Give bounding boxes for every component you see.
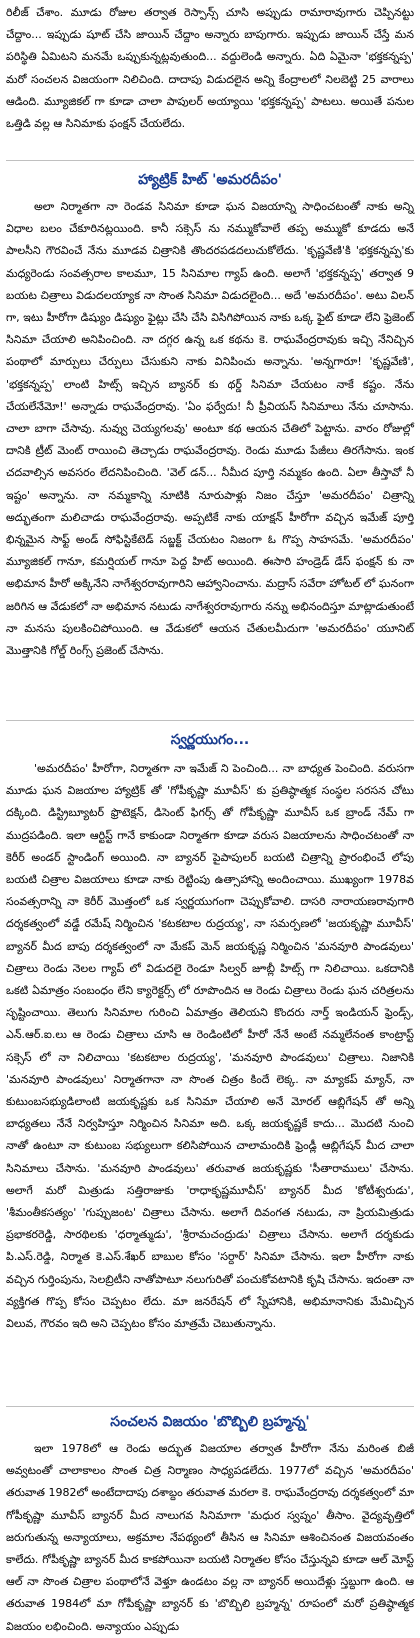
section-swarnayugam (0, 758, 420, 1335)
article-paragraph: రిలీజ్ చేశాం. మూడు రోజుల తర్వాత రెస్పాన్స్ చూసి అప్పుడు రామారావుగారు చెప్పినట్టు చేద్దాం... ఇప్పుడు షూట్ చేసి జాయిన్ చేద్దాం అన్నారు బాపుగారు. ఇప్పుడు జాయిన్ చేస్తే మన పరిస్థితి ఏమిటని మనమే ఒప్పుకున్నట్లవుతుంది... వద్దులెండి అన్నారు. ఏది ఏమైనా 'భక్తకన్నప్ప' మరో సంచలన విజయంగా నిలిచింది. దాదాపు విడుదలైన అన్ని కేంద్రాలలో నిలబెట్టి 25 వారాలు ఆడింది. మ్యూజికల్ గా కూడా చాలా పాపులర్ అయ్యాయి 'భక్తకన్నప్ప' పాటలు. అయితే పనుల ఒత్తిడి వల్ల ఆ సినిమాకు ఫంక్షన్ చేయలేదు. (6, 6, 414, 131)
article-paragraph: 'అమరదీపం' హీరోగా, నిర్మాతగా నా ఇమేజ్ ని పెంచింది... నా బాధ్యత పెంచింది. వరుసగా మూడు ఘన విజయాల హ్యాట్రిక్ తో 'గోపీకృష్ణా మూవీస్' కు ప్రతిష్ఠాత్మక సంస్థల సరసన చోటు దక్కింది. డిస్ట్రిబ్యూటర్ ఫ్రొటెక్షన్, డిసెంట్ ఫిగర్స్ తో గోపీకృష్ణా మూవీస్ ఒక బ్రాండ్ నేమ్ గా ముద్రపడింది. ఇలా ఆర్టిస్ట్ గానే కాకుండా నిర్మాతగా కూడా వరుస విజయాలను సాధించటంతో నా కెరీర్ అండర్ స్టాండింగ్ అయింది. నా బ్యానర్ పైపాపులర్ బయటి చిత్రాన్ని ప్రారంభించే లోపు బయటి చిత్రాల విజయాలు కూడా నాకు రెట్టింపు ఉత్సాహాన్ని అందించాయి. ముఖ్యంగా 1978వ సంవత్సరాన్ని నా కెరీర్ మొత్తంలో ఒక స్వర్ణయుగంగా చెప్పుకోవాలి. దాసరి నారాయణరావుగారి దర్శకత్వంలో వడ్డే రమేష్ నిర్మించిన 'కటకటాల రుద్రయ్య', నా సమర్పణలో 'జయకృష్ణా మూవీస్' బ్యానర్ మీద బాపు దర్శకత్వంలో నా మేకప్ మెన్ జయకృష్ణ నిర్మించిన 'మనవూరి పాండవులు' చిత్రాలు రెండు నెలల గ్యాప్ లో విడుదలై రెండూ సిల్వర్ జూబ్లీ హిట్స్ గా నిలిచాయి. ఒకదానికి ఒకటి ఏమాత్రం సంబంధం లేని క్యారెక్టర్స్ లో రూపొందిన ఆ రెండు చిత్రాలు రెండు ఘన చరిత్రలను సృష్టించాయి. తెలుగు సినిమాల గురించి ఏమాత్రం తెలియని కొందరు నార్త్ ఇండియన్ ఫ్రెండ్స్, ఎన్.ఆర్.ఐ.లు ఆ రెండు చిత్రాలు చూసి ఆ రెండింటిలో హీరో నేనే అంటే నమ్మలేనంత కాంట్రాస్ట్ సక్సెస్ లో నా నిలిచాయి 'కటకటాల రుద్రయ్య', 'మనవూరి పాండవులు' చిత్రాలు. నిజానికి 'మనవూరి పాండవులు' నిర్మాతగానా నా సొంత చిత్రం కిందే లెక్క. నా మ్యాకప్ మ్యాన్, నా కుటుంబసభ్యుడిలాంటి జయకృష్ణకు ఒక సినిమా చేయాలి అనే మోరల్ ఆబ్లిగేషన్ తో అన్ని బాధ్యతలు నేనే నిర్వహిస్తూ నిర్మించిన సినిమా అది. ఒక్క జయకృష్ణకే కాదు... మొదటి నుంచి నాతో ఉంటూ నా కుటుంబ సభ్యులుగా కలిసిపోయిన చాలామందికి ఫ్రెండ్లీ ఆబ్లిగేషన్ మీద చాలా సినిమాలు చేసాను. 'మనవూరి పాండవులు' తరువాత జయకృష్ణకు 'సీతారాములు' చేసాను. అలాగే మరో మిత్రుడు సత్తిరాజుకు 'రాధాకృష్ణమూవీస్' బ్యానర్ మీద 'కోటీశ్వరుడు', 'శీమంతీకసత్యం' 'గుప్పుజంట' చిత్రాలు చేసాను. అలాగే దివంగత నటుడు, నా ప్రియమిత్రుడు ప్రభాకరరెడ్డి, సారథిలకు 'ధర్మాత్ముడు', 'శ్రీరామచంద్రుడు' చిత్రాలు చేసాను. అలాగే దర్శకుడు పి.ఎస్.రెడ్డి, నిర్మాత కె.ఎస్.శేఖర్ బాబుల కోసం 'సర్దార్' సినిమా చేసాను. ఇలా హీరోగా నాకు వచ్చిన గుర్తింపును, సెలబ్రిటీని నాతోపాటూ నలుగురితో పంచుకోవటానికి కృషి చేసాను. ఇదంతా నా వ్యక్తిగత గొప్ప కోసం చెప్పటం లేదు. మా జనరేషన్ లో స్నేహానికి, అభిమానానికు మేమిచ్చిన విలువ, గౌరవం ఇది అని చెప్పటం కోసం మాత్రమే చెబుతున్నాను. (6, 762, 414, 1331)
section-bobbili-brahmanna (0, 1438, 420, 1638)
section-heading-swarnayugam: స్వర్ణయుగం... (170, 732, 250, 748)
article-paragraph: ఇలా 1978లో ఆ రెండు అద్భుత విజయాల తర్వాత హీరోగా నేను మరింత బిజీ అవ్వటంతో చాలాకాలం సొంత చిత్ర నిర్మాణం సాధ్యపడలేదు. 1977లో వచ్చిన 'అమరదీపం' తరువాత 1982లో అంటేదాదాపు దశాబ్దం తరువాత మరలా కె. రాఘవేంద్రరావు దర్శకత్వంలో మా గోపీకృష్ణా మూవీస్ బ్యానర్ మీద నాలుగవ సినిమాగా 'మధుర స్వప్నం' తీసాం. వైద్యవృత్తిలో జరుగుతున్న అన్యాయాలు, అక్రమాల నేపథ్యంలో తీసిన ఆ సినిమా ఆశించినంత విజయవంతం కాలేదు. గోపీకృష్ణా బ్యానర్ మీద కాకపోయినా బయటి నిర్మాతల కోసం చేస్తున్నవి కూడా ఆల్ మోస్ట్ ఆల్ నా సొంత చిత్రాల పంథాలోనే వెళ్తూ ఉండటం వల్ల నా బ్యానర్ అయిదేళ్లు స్తబ్దుగా ఉంది. ఆ తరువాత 1984లో మా గోపీకృష్ణా బ్యానర్ కు 'బొబ్బిలి బ్రహ్మన్న' రూపంలో మరో ప్రతిష్ఠాత్మక విజయం లభించింది. అన్యాయం ఎప్పుడు (6, 1442, 414, 1633)
section-intro (0, 2, 420, 135)
section-divider (6, 720, 414, 721)
article-paragraph: అలా నిర్మాతగా నా రెండవ సినిమా కూడా ఘన విజయాన్ని సాధించటంతో నాకు అన్ని విధాల బలం చేకూరినట్లయింది. కానీ సక్సెస్ ను నమ్ముకోవాలే తప్ప అమ్ముకో కూడదు అనే పాలసీని గౌరవించే నేను మూడవ చిత్రానికి తొందరపడదలుచుకోలేదు. 'కృష్ణవేణి'కి 'భక్తకన్నప్ప'కు మధ్యరెండు సంవత్సరాల కాలమూ, 15 సినిమాల గ్యాప్ ఉంది. అలాగే 'భక్తకన్నప్ప' తర్వాత 9 బయట చిత్రాలు విడుదలయ్యాక నా సొంత సినిమా విడుదలైంది... అదే 'అమరదీపం'. అటు విలన్ గా, ఇటు హీరోగా డిష్యుం డిష్యుం ఫైట్లు చేసి చేసి విసిగిపోయిన నాకు ఒక్క ఫైట్ కూడా లేని ఫ్రెజెంట్ సినిమా చేయాలి అనిపించింది. నా దగ్గర ఉన్న ఒక కథను కె. రాఘవేంద్రరావుకు ఇచ్చి నేనిచ్చిన పంథాలో మార్పులు చేర్పులు చేసుకుని నాకు వినిపించు అన్నాను. 'అన్నగారూ! 'కృష్ణవేణి', 'భక్తకన్నప్ప' లాంటి హిట్స్ ఇచ్చిన బ్యానర్ కు థర్డ్ సినిమా చేయటం నాకే కష్టం. నేను చేయలేనేమో!' అన్నాడు రాఘవేంద్రరావు. 'ఏం ఫర్వేదు! నీ ప్రీవియస్ సినిమాలు నేను చూసాను. చాలా బాగా చేసావు. నువ్వు చెయ్యగలవు' అంటూ కథ ఆయన చేతిలో పెట్టాను. వారం రోజుల్లో దానికి ట్రీట్ మెంట్ రాయించి తెచ్చాడు రాఘవేంద్రరావు. రెండు మూడు పేజీలు తిరగేసాను. ఇంక చదవాల్సిన అవసరం లేదనిపించింది. 'వెల్ డన్... నీమీద పూర్తి నమ్మకం ఉంది. ఏలా తీస్తావో నీ ఇష్టం' అన్నాను. నా నమ్మకాన్ని నూటికి నూరుపాళ్లు నిజం చేస్తూ 'అమరదీపం' చిత్రాన్ని అద్భుతంగా మలిచాడు రాఘవేంద్రరావు. అప్పటికే నాకు యాక్షన్ హీరోగా వచ్చిన ఇమేజ్ పూర్తి భిన్నమైన సాఫ్ట్ అండ్ సోఫిస్టికేటెడ్ సబ్జక్ట్ చేయటం నిజంగా ఓ గొప్ప సాహసమే. 'అమరదీపం' మ్యూజికల్ గానూ, కమర్షియల్ గానూ పెద్ద హిట్ అయింది. ఈసారి హండ్రెడ్ డేస్ ఫంక్షన్ కు నా అభిమాన హీరో అక్కినేని నాగేశ్వరరావుగారిని ఆహ్వానించాను. మద్రాస్ సవేరా హోటల్ లో ఘనంగా జరిగిన ఆ వేడుకలో నా అభిమాన నటుడు నాగేశ్వరరావుగారు నన్ను అభినందిస్తూ మాట్లాడుతుంటే నా మనసు పులకించిపోయింది. ఆ వేడుకలో ఆయన చేతులమీదుగా 'అమరదీపం' యూనిట్ మొత్తానికి గోల్డ్ రింగ్స్ ప్రజెంట్ చేసాను. (6, 200, 414, 658)
section-heading-amaradeepam: హ్యాట్రిక్ హిట్ 'అమరదీపం' (138, 172, 282, 188)
section-divider (6, 160, 414, 161)
section-amaradeepam (0, 196, 420, 662)
section-heading-bobbili-brahmanna: సంచలన విజయం 'బొబ్బిలి బ్రహ్మన్న' (110, 1414, 310, 1430)
section-divider (6, 1406, 414, 1407)
